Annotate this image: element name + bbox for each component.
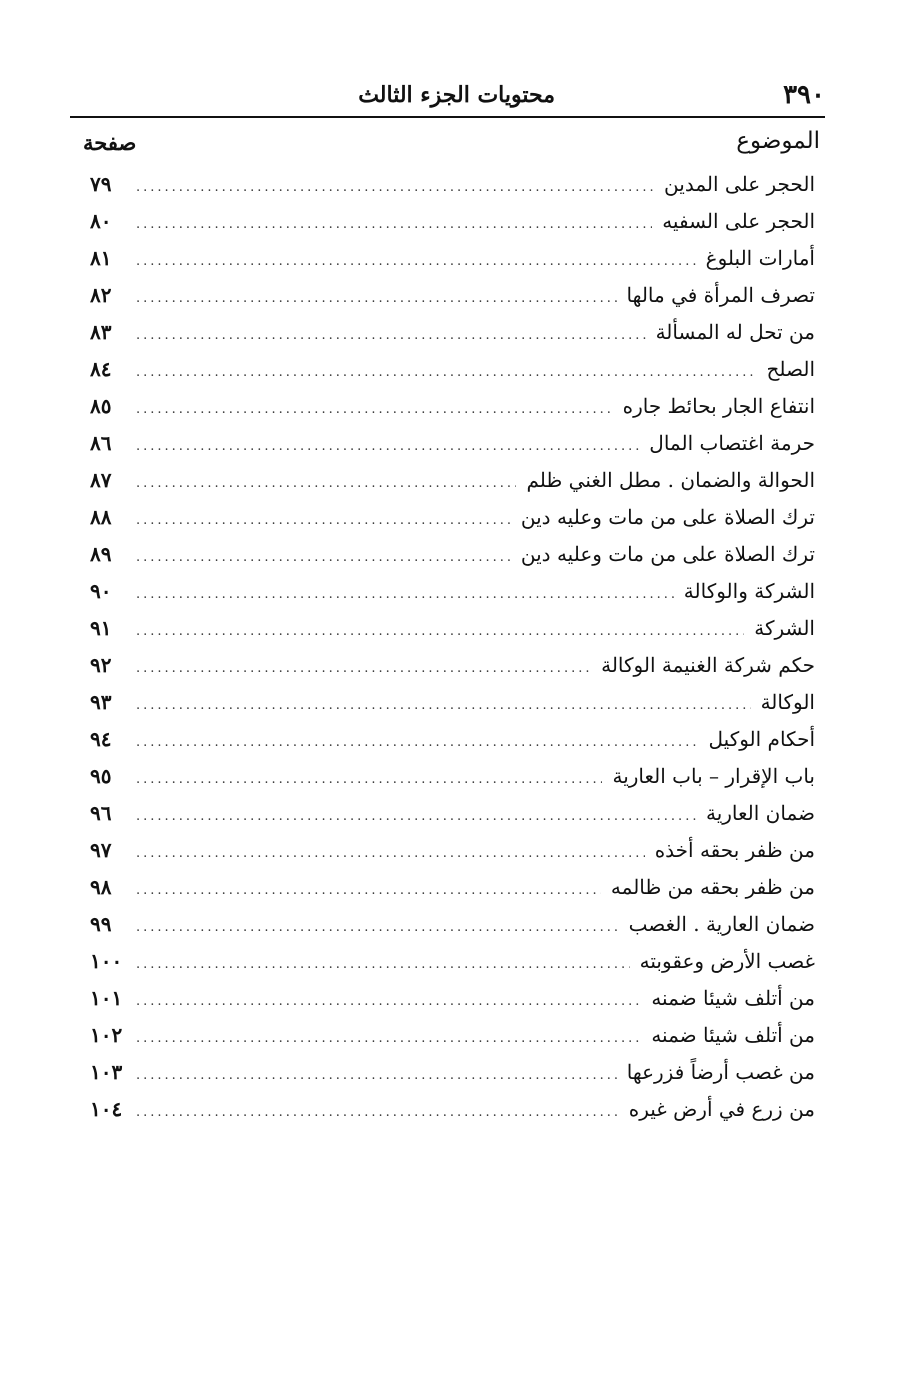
header-rule [70,116,825,118]
running-head [70,80,825,116]
dot-leader [136,1105,619,1120]
toc-entry-page: ٨٨ [90,505,112,529]
toc-entry-title: أحكام الوكيل [708,727,815,751]
toc-entry [90,505,815,542]
toc-entry [90,690,815,727]
toc-entry-title: ترك الصلاة على من مات وعليه دين [520,542,815,566]
toc-entry-title: الشركة [754,616,815,640]
column-headers [75,126,820,162]
toc-entry [90,801,815,838]
toc-entry-title: أمارات البلوغ [705,246,815,270]
toc-entry-title: من ظفر بحقه من ظالمه [610,875,815,899]
toc-entry-page: ٩٦ [90,801,112,825]
running-head-title: محتويات الجزء الثالث [358,82,555,108]
toc-entry [90,246,815,283]
toc-entry-title: الحوالة والضمان . مطل الغني ظلم [526,468,815,492]
toc-entry-title: من أتلف شيئا ضمنه [651,986,815,1010]
dot-leader [136,772,602,787]
toc-entry [90,653,815,690]
dot-leader [136,957,630,972]
dot-leader [136,217,652,232]
dot-leader [136,254,696,269]
toc-entry-title: حكم شركة الغنيمة الوكالة [601,653,815,677]
toc-entry-page: ٨٥ [90,394,112,418]
toc-entry-title: الوكالة [760,690,815,714]
toc-entry [90,875,815,912]
toc-entry-title: من تحل له المسألة [655,320,815,344]
toc-entry [90,1060,815,1097]
toc-entry [90,727,815,764]
toc-entry [90,764,815,801]
dot-leader [136,883,601,898]
toc-entry-title: من غصب أرضاً فزرعها [626,1060,815,1084]
toc-entry-page: ٧٩ [90,172,112,196]
toc-entry [90,468,815,505]
dot-leader [136,365,756,380]
toc-entry [90,838,815,875]
page-column-header: صفحة [83,130,137,155]
dot-leader [136,661,591,676]
toc-entry [90,357,815,394]
dot-leader [136,402,613,417]
toc-entry [90,579,815,616]
dot-leader [136,1031,641,1046]
toc-entry [90,172,815,209]
toc-entry-page: ١٠٠ [90,949,123,973]
toc-entry [90,1097,815,1134]
toc-entry [90,616,815,653]
toc-entry [90,912,815,949]
toc-entry-title: من زرع في أرض غيره [628,1097,815,1121]
toc-entry-title: من أتلف شيئا ضمنه [651,1023,815,1047]
toc-entry [90,209,815,246]
toc-entry-page: ١٠٢ [90,1023,123,1047]
dot-leader [136,587,674,602]
toc-entry-title: باب الإقرار – باب العارية [612,764,815,788]
dot-leader [136,291,617,306]
dot-leader [136,698,751,713]
toc-entry-title: الصلح [766,357,815,381]
toc-entry-page: ٨٦ [90,431,112,455]
toc-entry-page: ٨٩ [90,542,112,566]
toc-entry-page: ٨٣ [90,320,112,344]
dot-leader [136,624,744,639]
toc-entry [90,986,815,1023]
dot-leader [136,846,645,861]
toc-entry [90,320,815,357]
toc-entry-title: غصب الأرض وعقوبته [639,949,815,973]
toc-entry-page: ٩٧ [90,838,112,862]
toc-entry-page: ٨٠ [90,209,112,233]
toc-entry [90,949,815,986]
toc-entry-page: ١٠٣ [90,1060,123,1084]
toc-entry [90,431,815,468]
dot-leader [136,476,516,491]
toc-entry-title: تصرف المرأة في مالها [626,283,815,307]
toc-entry [90,542,815,579]
dot-leader [136,328,646,343]
toc-entry-page: ٨١ [90,246,112,270]
toc-entry-page: ٨٢ [90,283,112,307]
toc-entry-page: ٩١ [90,616,112,640]
toc-entry-page: ٩٥ [90,764,112,788]
toc-entry-title: حرمة اغتصاب المال [649,431,815,455]
toc-entry-page: ١٠٤ [90,1097,123,1121]
toc-entry [90,1023,815,1060]
toc-entry-title: ترك الصلاة على من مات وعليه دين [520,505,815,529]
page-number: ٣٩٠ [783,80,825,110]
toc-entry-title: الحجر على المدين [664,172,815,196]
dot-leader [136,180,654,195]
toc-entry-page: ٨٧ [90,468,112,492]
dot-leader [136,994,641,1009]
toc-entry-page: ٩٠ [90,579,112,603]
table-of-contents [90,172,815,1134]
toc-entry-title: الشركة والوكالة [683,579,815,603]
toc-entry [90,394,815,431]
dot-leader [136,513,511,528]
toc-entry-page: ٩٣ [90,690,112,714]
topic-column-header: الموضوع [736,128,820,154]
toc-entry-page: ١٠١ [90,986,123,1010]
dot-leader [136,735,699,750]
toc-entry-title: ضمان العارية . الغصب [628,912,815,936]
dot-leader [136,439,639,454]
toc-entry-page: ٨٤ [90,357,112,381]
dot-leader [136,550,511,565]
dot-leader [136,1068,617,1083]
dot-leader [136,809,696,824]
toc-entry-title: من ظفر بحقه أخذه [654,838,815,862]
toc-entry-page: ٩٨ [90,875,112,899]
toc-entry-title: انتفاع الجار بحائط جاره [622,394,815,418]
dot-leader [136,920,619,935]
toc-entry-page: ٩٩ [90,912,112,936]
toc-entry-page: ٩٢ [90,653,112,677]
toc-entry-page: ٩٤ [90,727,112,751]
toc-entry-title: ضمان العارية [705,801,815,825]
toc-entry-title: الحجر على السفيه [662,209,815,233]
toc-entry [90,283,815,320]
